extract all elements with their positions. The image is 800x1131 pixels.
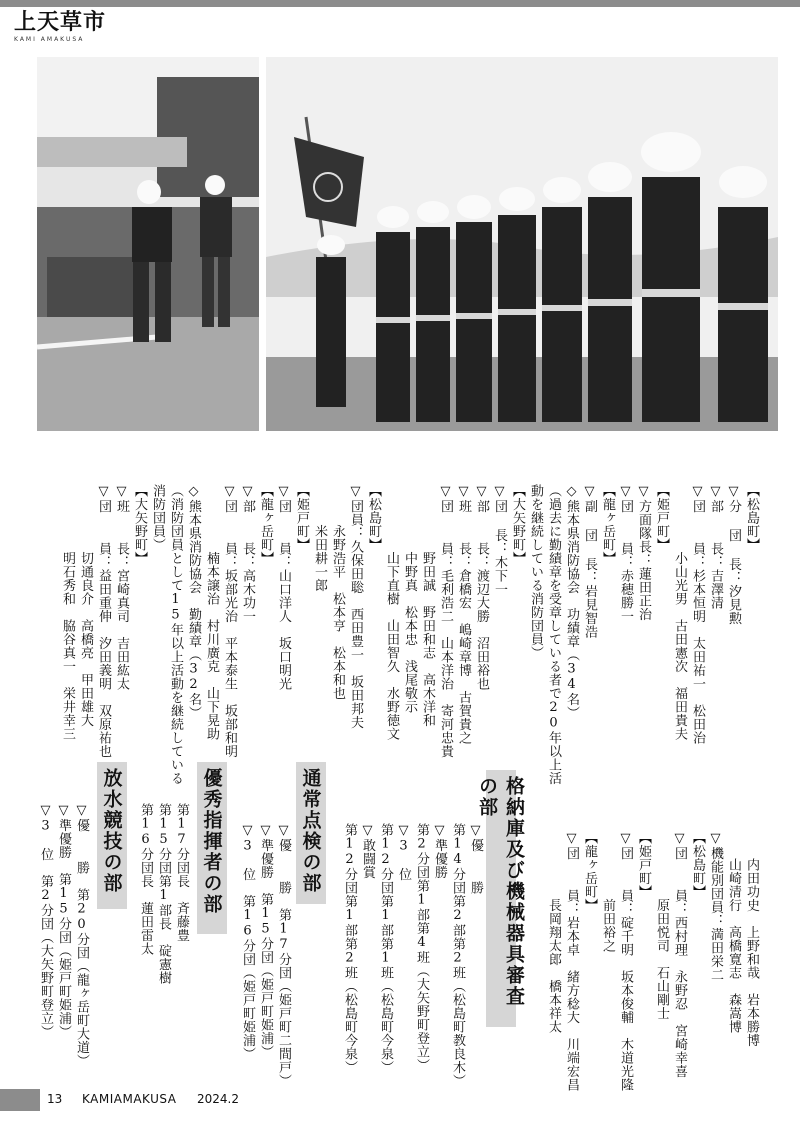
result-line: ▽準優勝 [432, 823, 447, 879]
result-line: ▽準優勝 第15分団（姫戸町姫浦） [258, 823, 273, 1059]
result-line: ▽3 位 第16分団（姫戸町姫浦） [240, 823, 255, 1061]
section-commander-results [136, 772, 208, 1042]
upper-line: 【松島町】 [366, 484, 381, 552]
lower-names-list [544, 800, 778, 1092]
lower-line: 山崎清行 高橋寛志 森嵩博 [726, 831, 741, 1034]
photo-hose-drill [37, 57, 259, 431]
upper-line: 【大矢野町】 [510, 484, 525, 565]
upper-line: 永野浩平 松本亨 松本和也 [330, 484, 345, 700]
result-line: 第15分団第1部長 碇憲樹 [156, 803, 171, 985]
section-storage-inspection-results [340, 792, 502, 1088]
result-line: 第2分団第1部第4班（大矢野町登立） [414, 823, 429, 1072]
lower-line: 原田悦司 石山剛士 [654, 831, 669, 1020]
brand-logo [14, 11, 124, 47]
result-line: 第17分団長 斉藤豊 [174, 803, 189, 942]
result-line: ▽優 勝 第17分団（姫戸町二間戸） [276, 823, 291, 1088]
result-line: 第12分団第1部第2班（松島町今泉） [342, 823, 357, 1074]
section-water-discharge-results [36, 772, 108, 1068]
section-regular-inspection-results [238, 792, 310, 1088]
section-heading-water-discharge: 放水競技の部 [97, 762, 127, 909]
upper-line: ◇熊本県消防協会 勤績章（32名） [186, 484, 201, 720]
upper-line: 中野真 松本忠 浅尾敬示 [402, 484, 417, 714]
upper-line: 野田誠 野田和志 高木洋和 [420, 484, 435, 727]
upper-line: （過去に勤績章を受章している者で20年以上活 [546, 484, 561, 785]
section-heading-commander: 優秀指揮者の部 [197, 762, 227, 934]
upper-line: ▽部 長：吉澤清 [708, 484, 723, 610]
lower-line: 【松島町】 [690, 831, 705, 899]
upper-line: 動を継続している消防団員） [528, 484, 543, 660]
result-line: ▽優 勝 第20分団（龍ヶ岳町大道） [74, 803, 89, 1068]
lower-line: 前田裕之 [600, 831, 615, 953]
upper-line: 小山光男 古田憲次 福田貴夫 [672, 484, 687, 741]
upper-line: ▽団 員：赤穂勝一 [618, 484, 633, 623]
upper-line: ▽分 団 長：汐見勲 [726, 484, 741, 625]
brand-title: 上天草市 [14, 10, 107, 35]
upper-line: 明石秀和 脇谷真一 栄井幸三 [60, 484, 75, 741]
upper-line: 【姫戸町】 [654, 484, 669, 552]
upper-line: ▽方面隊長：蓮田正治 [636, 484, 651, 621]
upper-line: ▽団 員：毛利浩二 山本洋治 寄河忠貴 [438, 484, 453, 758]
upper-line: 【龍ヶ岳町】 [600, 484, 615, 565]
upper-line: 切通良介 高橋亮 甲田雄大 [78, 484, 93, 727]
page-number: 13 [47, 1092, 63, 1106]
upper-line: ▽副 団 長：岩見智浩 [582, 484, 597, 639]
page-footer [0, 1089, 800, 1111]
top-bar [0, 0, 800, 7]
lower-line: 長岡翔太郎 橋本祥太 [546, 831, 561, 1034]
lower-line: ▽団 員：岩本卓 緒方稔大 川端宏昌 [564, 831, 579, 1092]
section-heading-regular-inspection: 通常点検の部 [296, 762, 326, 904]
upper-line: 【大矢野町】 [132, 484, 147, 565]
result-line: ▽準優勝 第15分団（姫戸町姫浦） [56, 803, 71, 1039]
upper-line: 消防団員） [150, 484, 165, 552]
result-line: ▽優 勝 [468, 823, 483, 895]
lower-line: 内田功史 上野和哉 岩本勝博 [744, 831, 759, 1047]
upper-line: 米田耕一郎 [312, 484, 327, 592]
upper-line: 山下直樹 山田智久 水野徳文 [384, 484, 399, 741]
result-line: 第16分団長 蓮田雷太 [138, 803, 153, 956]
upper-line: ▽団 員：坂部光治 平本泰生 坂部和明 [222, 484, 237, 758]
result-line: ▽敢闘賞 [360, 823, 375, 879]
lower-line: ▽団 員：西村理 永野忍 宮崎幸喜 [672, 831, 687, 1078]
upper-line: 【松島町】 [744, 484, 759, 552]
upper-line: ▽団 員：山口洋人 坂口明光 [276, 484, 291, 691]
upper-line: ▽部 長：渡辺大勝 沼田裕也 [474, 484, 489, 691]
photo-firefighters-lineup [266, 57, 778, 431]
upper-line: ▽団員：久保田聡 西田豊一 坂田邦夫 [348, 484, 363, 729]
upper-line: ▽部 長：高木功一 [240, 484, 255, 623]
upper-line: ▽班 長：宮崎真司 吉田紘太 [114, 484, 129, 691]
upper-line: 【姫戸町】 [294, 484, 309, 552]
upper-line: ▽団 長：木下一 [492, 484, 507, 596]
upper-line: ▽団 員：益田重伸 汐田義明 双原祐也 [96, 484, 111, 758]
result-line: ▽3 位 [396, 823, 411, 881]
footer-bar [0, 1089, 40, 1111]
upper-line: ▽班 長：倉橋宏 嶋崎章博 古賀貴之 [456, 484, 471, 745]
upper-line: （消防団員として15年以上活動を継続している [168, 484, 183, 785]
lower-line: 【龍ヶ岳町】 [582, 831, 597, 912]
result-line: 第14分団第2部第2班（松島町教良木） [450, 823, 465, 1088]
result-line: 第12分団第1部第1班（松島町今泉） [378, 823, 393, 1074]
section-heading-storage-inspection: 格納庫及び機械器具審査の部 [486, 770, 516, 1027]
lower-line: ▽機能別団員：満田栄二 [708, 831, 723, 982]
upper-line: 楠本譲治 村川廣克 山下晃助 [204, 484, 219, 741]
issue-date: 2024.2 [197, 1092, 239, 1106]
magazine-name: KAMIAMAKUSA [82, 1092, 177, 1106]
upper-line: 【龍ヶ岳町】 [258, 484, 273, 565]
upper-awards-list [58, 453, 778, 785]
brand-subtitle: KAMI AMAKUSA [14, 36, 85, 43]
result-line: ▽3 位 第2分団（大矢野町登立） [38, 803, 53, 1039]
upper-line: ◇熊本県消防協会 功績章（34名） [564, 484, 579, 720]
lower-line: 【姫戸町】 [636, 831, 651, 899]
lower-line: ▽団 員：碇千明 坂本俊輔 木道光隆 [618, 831, 633, 1092]
upper-line: ▽団 員：杉本恒明 太田祐一 松田治 [690, 484, 705, 745]
